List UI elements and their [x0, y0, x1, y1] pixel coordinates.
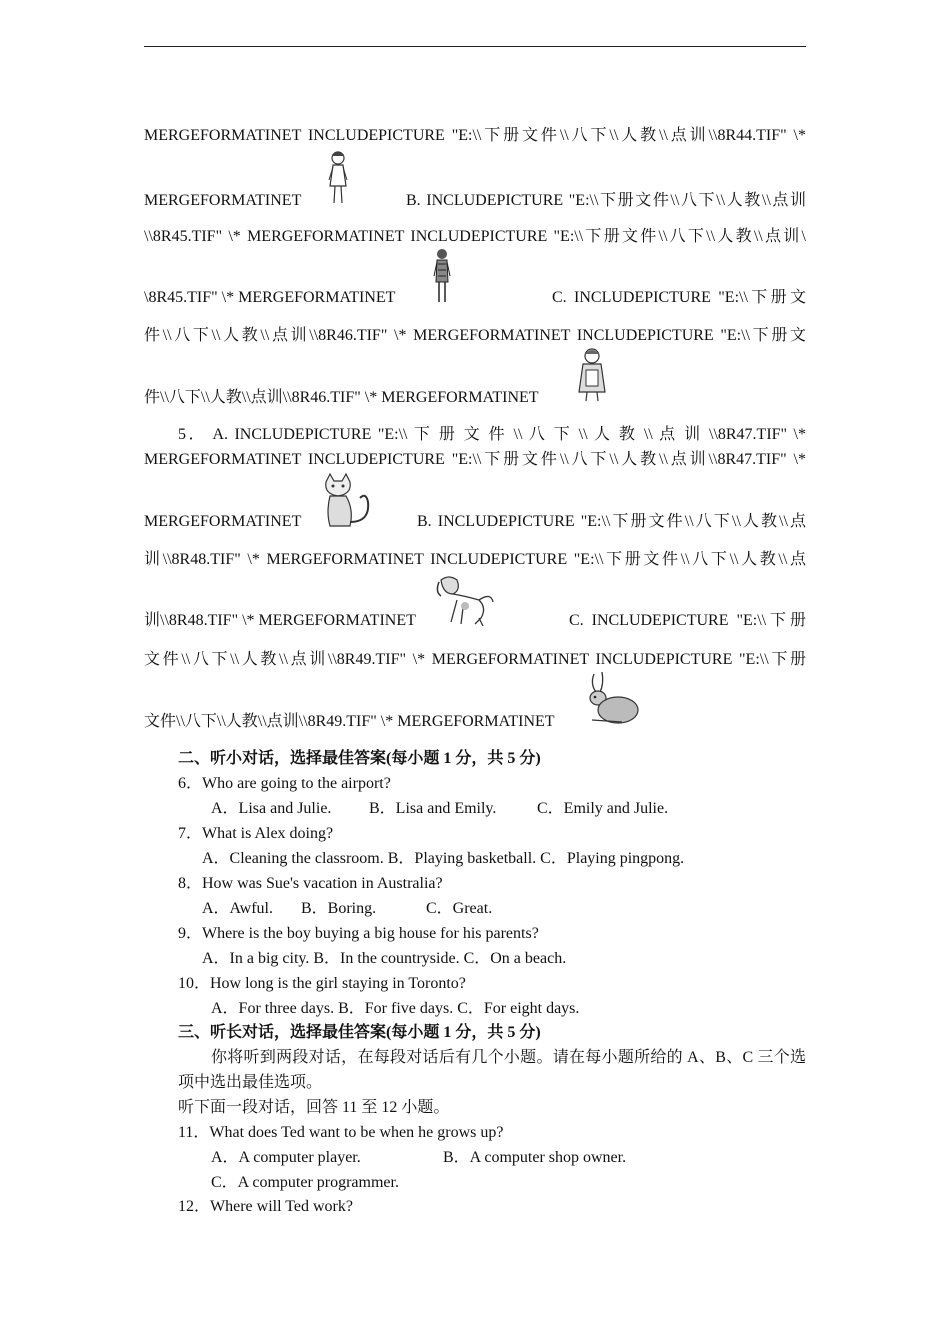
field-code-line: \8R45.TIF" \* MERGEFORMATINET	[144, 289, 396, 306]
question-12: 12．Where will Ted work?	[178, 1198, 353, 1215]
field-code-line: 文件\\八下\\人教\\点训\\8R49.TIF" \* MERGEFORMATINET	[144, 713, 555, 730]
field-code-line: MERGEFORMATINET	[144, 192, 302, 209]
option-b: B．A computer shop owner.	[443, 1149, 627, 1166]
option-c: C．Great.	[426, 900, 493, 917]
field-code-line: C. INCLUDEPICTURE "E:\\下册	[569, 612, 806, 629]
section-2-title: 二、听小对话，选择最佳答案(每小题 1 分，共 5 分)	[178, 750, 541, 767]
field-code-line: B. INCLUDEPICTURE "E:\\下册文件\\八下\\人教\\点训	[406, 192, 806, 209]
question-9: 9．Where is the boy buying a big house for his parents?	[178, 925, 539, 942]
question-7-options: A．Cleaning the classroom. B．Playing basketball. C．Playing pingpong.	[202, 850, 685, 867]
field-code-line: MERGEFORMATINET	[144, 513, 302, 530]
option-c: C．Emily and Julie.	[537, 800, 669, 817]
field-code-line: 训\\8R48.TIF" \* MERGEFORMATINET	[144, 612, 416, 629]
question-10-options: A．For three days. B．For five days. C．For eight days.	[211, 1000, 580, 1017]
field-code-line: C. INCLUDEPICTURE "E:\\下册文	[552, 289, 806, 306]
question-6-options	[211, 799, 668, 819]
header-rule	[144, 46, 806, 47]
question-7: 7．What is Alex doing?	[178, 825, 334, 842]
option-c: C．A computer programmer.	[211, 1174, 399, 1191]
field-code-line: B. INCLUDEPICTURE "E:\\下册文件\\八下\\人教\\点	[417, 513, 806, 530]
question-5-line: 5． A. INCLUDEPICTURE "E:\\ 下 册 文 件 \\ 八 下 \\ 人 教 \\ 点 训 \\8R47.TIF" \*	[178, 426, 806, 443]
girl-standing-picture	[325, 148, 351, 208]
field-code-line: 件\\八下\\人教\\点训\\8R46.TIF" \* MERGEFORMATINET INCLUDEPICTURE "E:\\下册文	[144, 327, 806, 344]
field-code-line: 训\\8R48.TIF" \* MERGEFORMATINET INCLUDEPICTURE "E:\\下册文件\\八下\\人教\\点	[144, 551, 806, 568]
question-8-options	[202, 899, 492, 919]
question-10: 10．How long is the girl staying in Toronto?	[178, 975, 466, 992]
question-11-options	[211, 1148, 626, 1168]
question-6: 6．Who are going to the airport?	[178, 775, 391, 792]
option-a: A．Awful.	[202, 900, 273, 917]
question-8: 8．How was Sue's vacation in Australia?	[178, 875, 443, 892]
field-code-line: \\8R45.TIF" \* MERGEFORMATINET INCLUDEPICTURE "E:\\下册文件\\八下\\人教\\点训\	[144, 228, 806, 245]
option-b: B．Boring.	[301, 900, 377, 917]
field-code-line: MERGEFORMATINET INCLUDEPICTURE "E:\\下册文件\\八下\\人教\\点训\\8R44.TIF" \*	[144, 127, 806, 144]
question-9-options: A．In a big city. B．In the countryside. C．On a beach.	[202, 950, 567, 967]
section-3-intro: 你将听到两段对话，在每段对话后有几个小题。请在每小题所给的 A、B、C 三个选	[211, 1049, 806, 1066]
cat-picture	[320, 472, 374, 530]
woman-apron-picture	[575, 346, 609, 404]
woman-standing-picture	[429, 246, 455, 306]
option-b: B．Lisa and Emily.	[369, 800, 497, 817]
section-3-title: 三、听长对话，选择最佳答案(每小题 1 分，共 5 分)	[178, 1024, 541, 1041]
rabbit-picture	[582, 670, 642, 728]
option-a: A．A computer player.	[211, 1149, 361, 1166]
field-code-line: MERGEFORMATINET INCLUDEPICTURE "E:\\下册文件\\八下\\人教\\点训\\8R47.TIF" \*	[144, 451, 806, 468]
section-3-intro-cont: 项中选出最佳选项。	[178, 1074, 323, 1091]
option-a: A．Lisa and Julie.	[211, 800, 332, 817]
dog-picture	[435, 572, 497, 628]
field-code-line: 文件\\八下\\人教\\点训\\8R49.TIF" \* MERGEFORMATINET INCLUDEPICTURE "E:\\下册	[144, 651, 806, 668]
field-code-line: 件\\八下\\人教\\点训\\8R46.TIF" \* MERGEFORMATINET	[144, 389, 539, 406]
dialogue-instruction: 听下面一段对话，回答 11 至 12 小题。	[178, 1099, 450, 1116]
question-11: 11．What does Ted want to be when he grows up?	[178, 1124, 504, 1141]
